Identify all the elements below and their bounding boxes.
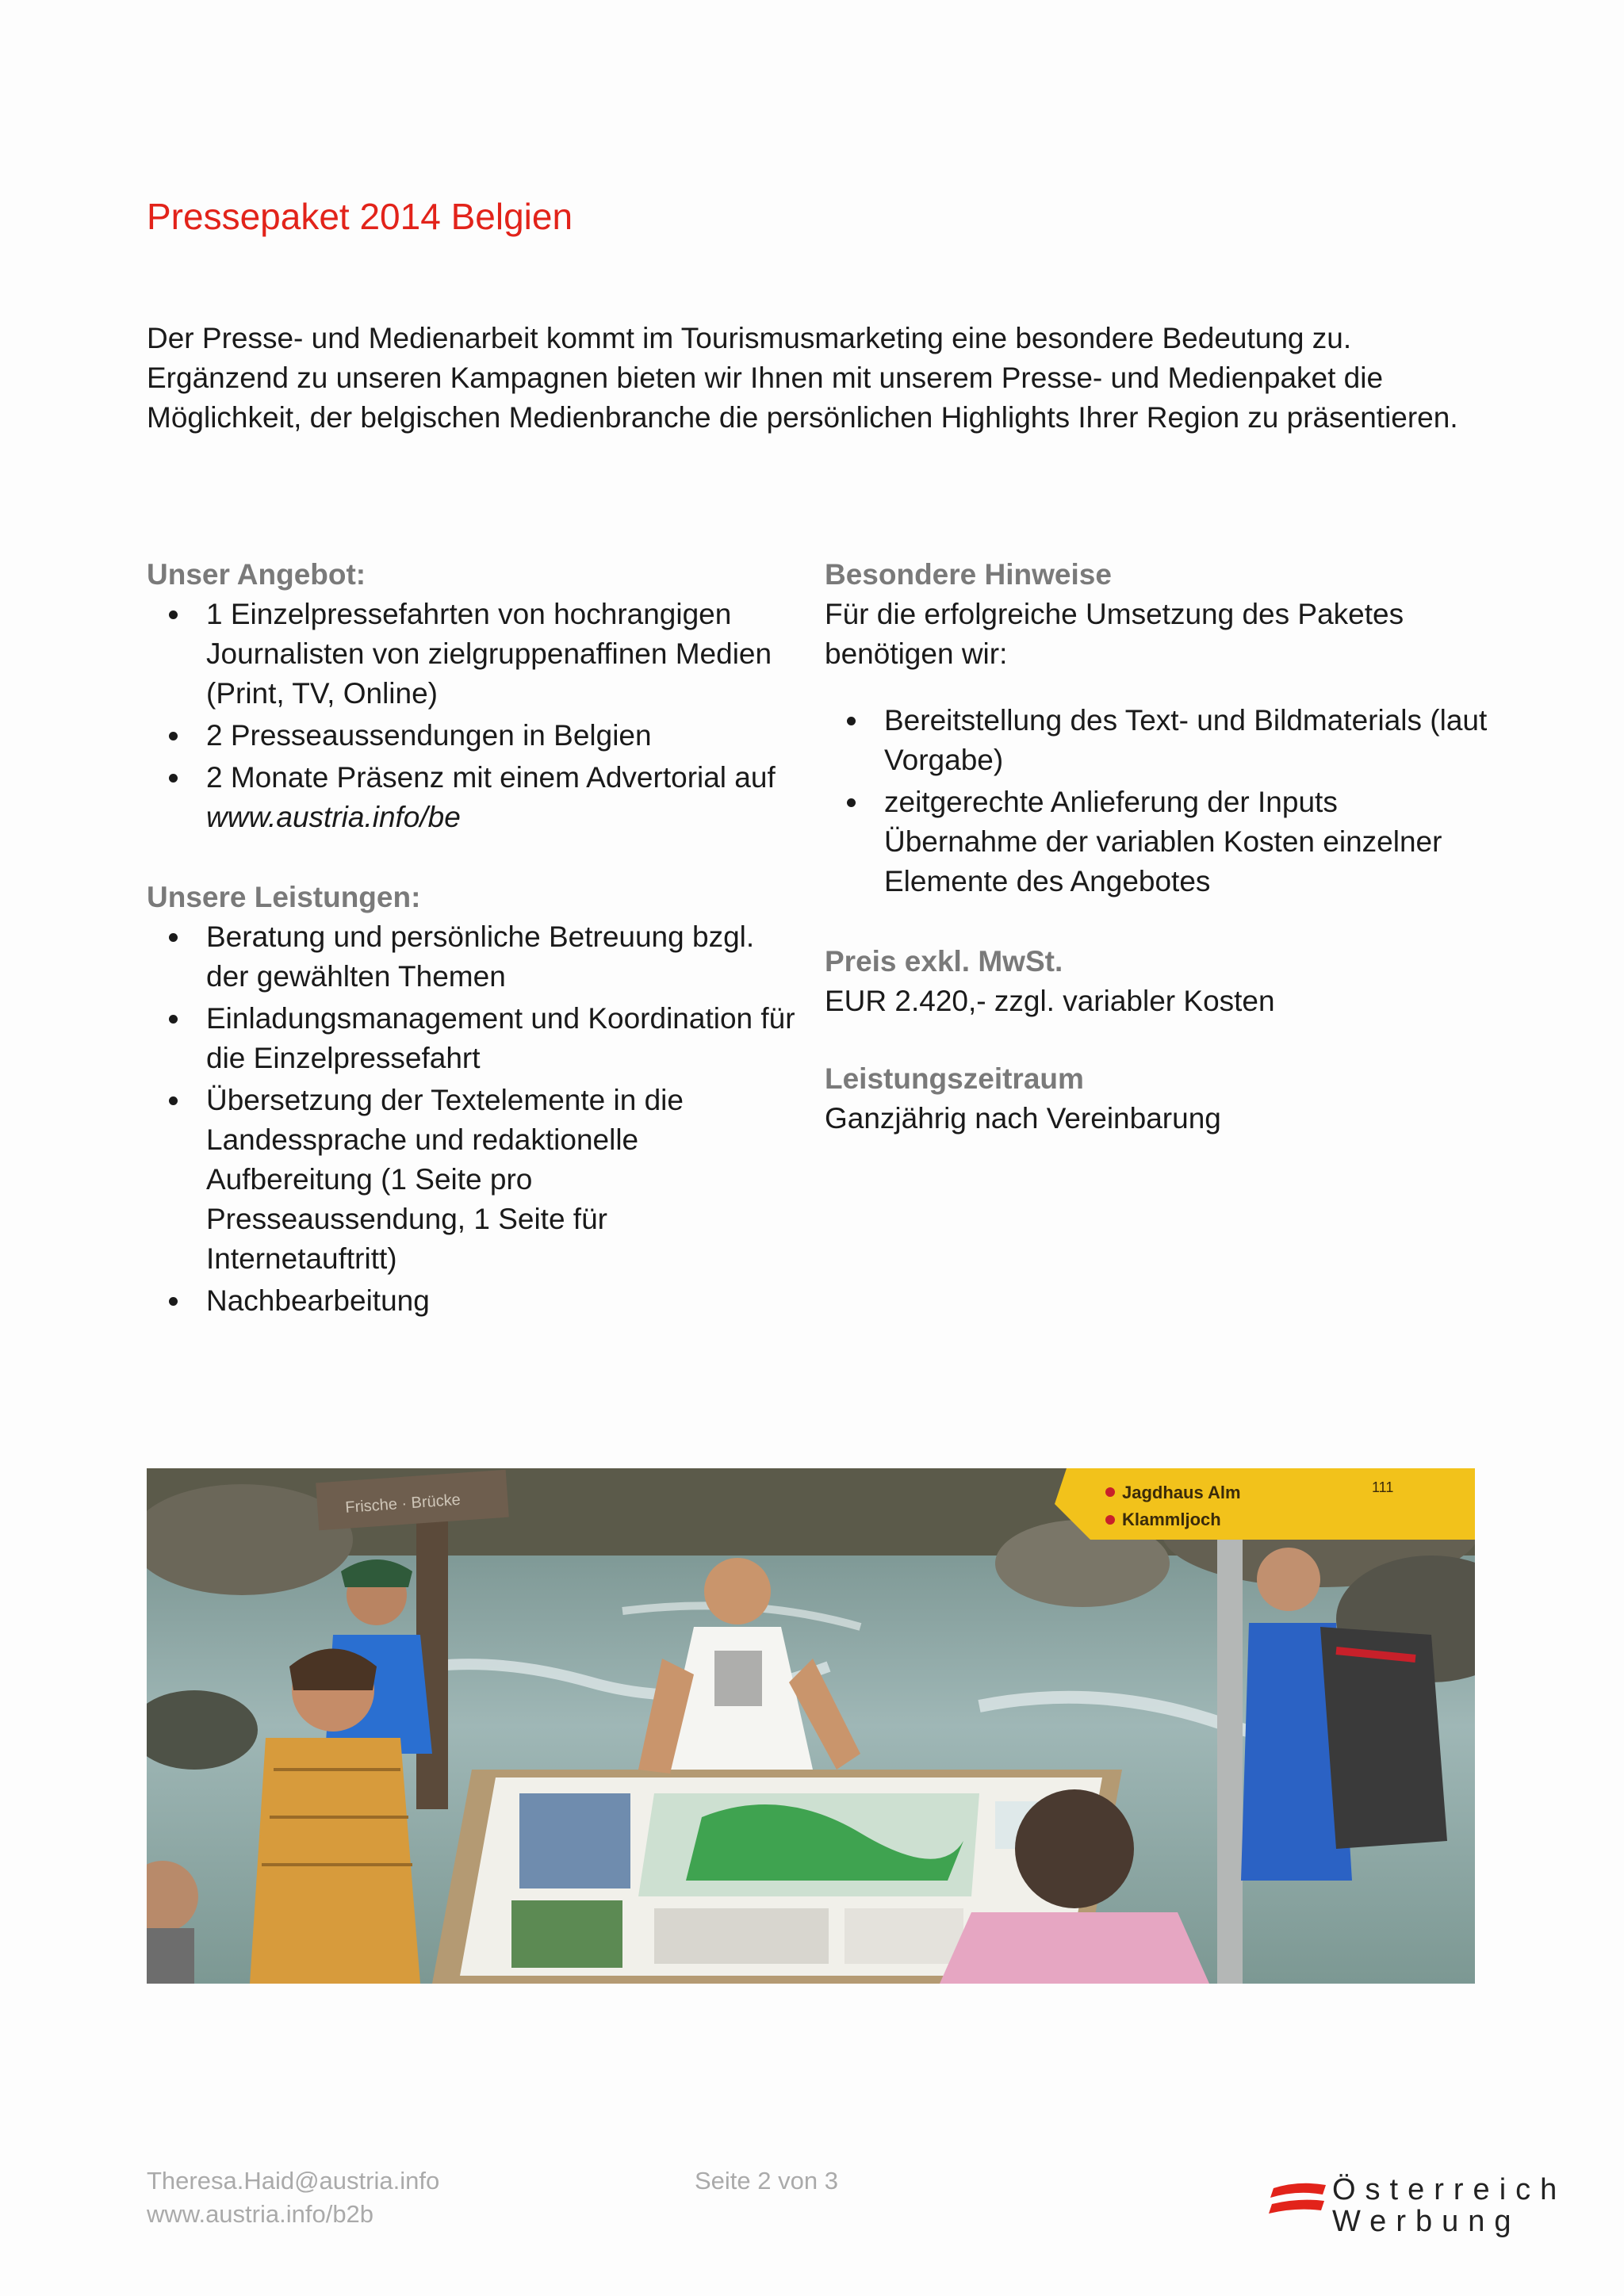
zeitraum-heading: Leistungszeitraum: [825, 1062, 1084, 1095]
leistungen-list: [147, 917, 797, 1321]
angebot-item: 2 Presseaussendungen in Belgien: [147, 716, 797, 756]
leistungen-item: Beratung und persönliche Betreuung bzgl. der gewählten Themen: [147, 917, 797, 997]
svg-text:Frische · Brücke: Frische · Brücke: [344, 1490, 462, 1517]
left-column: [147, 555, 797, 1323]
sign-destination: Jagdhaus Alm: [1122, 1483, 1241, 1502]
hinweise-list: [825, 701, 1491, 901]
hinweise-heading: Besondere Hinweise: [825, 558, 1112, 591]
sign-number: 111: [1372, 1479, 1394, 1495]
footer-contact: [147, 2164, 439, 2231]
page-number: Seite 2 von 3: [695, 2167, 838, 2195]
hinweise-text: Für die erfolgreiche Umsetzung des Paketes benötigen wir:: [825, 598, 1404, 670]
leistungen-item: Übersetzung der Textelemente in die Landessprache und redaktionelle Aufbereitung (1 Seite pro Presseaussendung, 1 Seite für Internetauftritt): [147, 1081, 797, 1279]
oesterreich-werbung-logo: [1267, 2173, 1567, 2238]
page-title: Pressepaket 2014 Belgien: [147, 196, 573, 237]
hinweise-item: zeitgerechte Anlieferung der Inputs Übernahme der variablen Kosten einzelner Elemente des Angebotes: [825, 783, 1491, 901]
preis-text: EUR 2.420,- zzgl. variabler Kosten: [825, 985, 1275, 1017]
zeitraum-text: Ganzjährig nach Vereinbarung: [825, 1102, 1221, 1135]
right-column: [825, 555, 1491, 1138]
leistungen-item: Nachbearbeitung: [147, 1281, 797, 1321]
angebot-item-text: 2 Monate Präsenz mit einem Advertorial auf: [206, 761, 776, 794]
preis-heading: Preis exkl. MwSt.: [825, 945, 1063, 978]
logo-line-2: Werbung: [1332, 2205, 1521, 2238]
leistungen-item: Einladungsmanagement und Koordination für die Einzelpressefahrt: [147, 999, 797, 1078]
angebot-item: [147, 758, 797, 837]
leistungen-heading: Unsere Leistungen:: [147, 881, 421, 913]
hinweise-item: Bereitstellung des Text- und Bildmaterials (laut Vorgabe): [825, 701, 1491, 780]
austria-flag-icon: [1267, 2180, 1331, 2228]
hiking-group-photo: [147, 1468, 1475, 1984]
angebot-heading: Unser Angebot:: [147, 558, 366, 591]
angebot-list: [147, 595, 797, 837]
intro-paragraph: Der Presse- und Medienarbeit kommt im Tourismusmarketing eine besondere Bedeutung zu. Ergänzend zu unseren Kampagnen bieten wir Ihnen mit unserem Presse- und Medienpaket die Möglichkeit, der belgischen Medienbranche die persönlichen Highlights Ihrer Region zu präsentieren.: [147, 322, 1458, 434]
advertorial-link[interactable]: www.austria.info/be: [206, 801, 461, 833]
sign-destination: Klammljoch: [1122, 1510, 1221, 1529]
footer-email[interactable]: Theresa.Haid@austria.info: [147, 2167, 440, 2195]
footer-url[interactable]: www.austria.info/b2b: [147, 2200, 374, 2228]
logo-text: [1332, 2174, 1566, 2237]
logo-line-1: Österreich: [1332, 2173, 1567, 2206]
angebot-item: 1 Einzelpressefahrten von hochrangigen Journalisten von zielgruppenaffinen Medien (Print, TV, Online): [147, 595, 797, 714]
